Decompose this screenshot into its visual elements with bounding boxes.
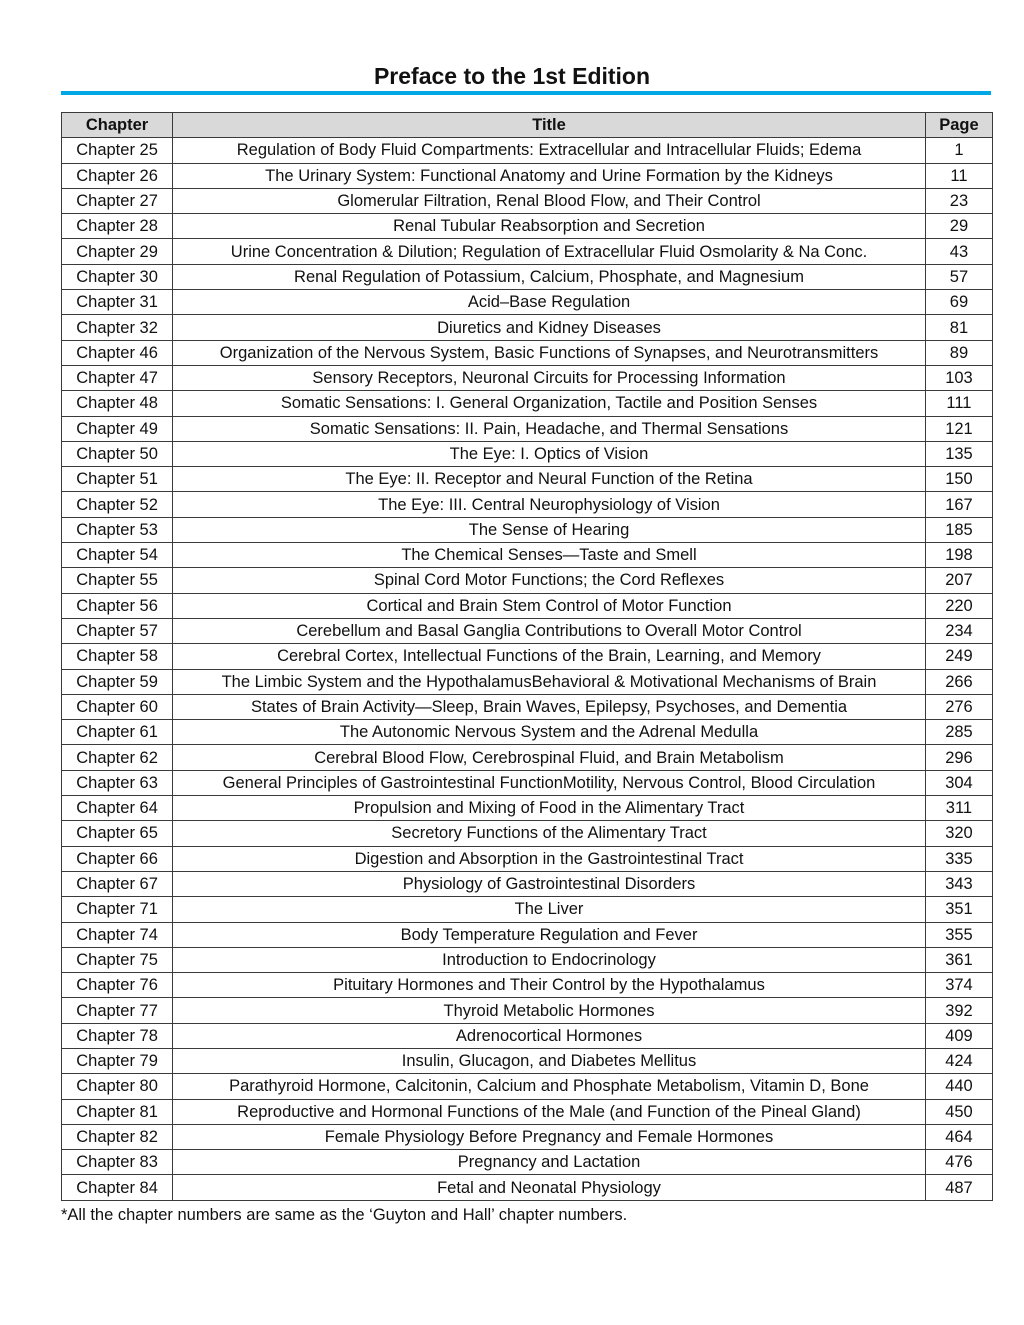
- table-row: [62, 1124, 993, 1149]
- chapter-cell: Chapter 81: [62, 1099, 173, 1124]
- header-page: Page: [925, 113, 992, 138]
- table-row: [62, 416, 993, 441]
- title-cell: The Eye: II. Receptor and Neural Function of the Retina: [173, 467, 926, 492]
- chapter-cell: Chapter 46: [62, 340, 173, 365]
- chapter-cell: Chapter 60: [62, 694, 173, 719]
- title-cell: Body Temperature Regulation and Fever: [173, 922, 926, 947]
- page-title: Preface to the 1st Edition: [373, 63, 651, 89]
- page-cell: 185: [925, 517, 992, 542]
- page-cell: 304: [925, 770, 992, 795]
- chapter-cell: Chapter 52: [62, 492, 173, 517]
- table-row: [62, 492, 993, 517]
- page-cell: 69: [925, 290, 992, 315]
- table-row: [62, 770, 993, 795]
- title-cell: Adrenocortical Hormones: [173, 1023, 926, 1048]
- table-row: [62, 618, 993, 643]
- page-cell: 424: [925, 1048, 992, 1073]
- title-underline-rule: [61, 91, 991, 95]
- page-cell: 111: [925, 391, 992, 416]
- table-row: [62, 365, 993, 390]
- page-cell: 464: [925, 1124, 992, 1149]
- page-cell: 335: [925, 846, 992, 871]
- table-row: [62, 821, 993, 846]
- title-cell: Acid–Base Regulation: [173, 290, 926, 315]
- chapter-cell: Chapter 76: [62, 973, 173, 998]
- page-cell: 320: [925, 821, 992, 846]
- title-cell: The Limbic System and the HypothalamusBehavioral & Motivational Mechanisms of Brain: [173, 669, 926, 694]
- table-row: [62, 239, 993, 264]
- page-cell: 487: [925, 1175, 992, 1200]
- page-cell: 374: [925, 973, 992, 998]
- page-cell: 234: [925, 618, 992, 643]
- table-row: [62, 998, 993, 1023]
- title-cell: Regulation of Body Fluid Compartments: Extracellular and Intracellular Fluids; Edema: [173, 138, 926, 163]
- page-cell: 351: [925, 897, 992, 922]
- table-body: [62, 138, 993, 1200]
- page-cell: 43: [925, 239, 992, 264]
- table-row: [62, 1175, 993, 1200]
- table-row: [62, 922, 993, 947]
- title-cell: Secretory Functions of the Alimentary Tract: [173, 821, 926, 846]
- title-cell: Urine Concentration & Dilution; Regulation of Extracellular Fluid Osmolarity & Na Conc.: [173, 239, 926, 264]
- chapter-cell: Chapter 50: [62, 441, 173, 466]
- title-cell: Cerebellum and Basal Ganglia Contributions to Overall Motor Control: [173, 618, 926, 643]
- page-cell: 476: [925, 1150, 992, 1175]
- title-cell: The Urinary System: Functional Anatomy and Urine Formation by the Kidneys: [173, 163, 926, 188]
- table-row: [62, 720, 993, 745]
- page-cell: 450: [925, 1099, 992, 1124]
- table-row: [62, 163, 993, 188]
- page-cell: 311: [925, 796, 992, 821]
- table-row: [62, 1150, 993, 1175]
- chapter-cell: Chapter 27: [62, 188, 173, 213]
- page-cell: 409: [925, 1023, 992, 1048]
- chapter-cell: Chapter 55: [62, 568, 173, 593]
- title-cell: Digestion and Absorption in the Gastrointestinal Tract: [173, 846, 926, 871]
- title-cell: Physiology of Gastrointestinal Disorders: [173, 871, 926, 896]
- page-cell: 89: [925, 340, 992, 365]
- chapter-cell: Chapter 25: [62, 138, 173, 163]
- chapter-cell: Chapter 29: [62, 239, 173, 264]
- page-cell: 392: [925, 998, 992, 1023]
- chapter-cell: Chapter 28: [62, 214, 173, 239]
- page-cell: 29: [925, 214, 992, 239]
- title-cell: Somatic Sensations: II. Pain, Headache, and Thermal Sensations: [173, 416, 926, 441]
- page-cell: 266: [925, 669, 992, 694]
- chapter-cell: Chapter 67: [62, 871, 173, 896]
- page-cell: 11: [925, 163, 992, 188]
- title-cell: Cerebral Cortex, Intellectual Functions of the Brain, Learning, and Memory: [173, 644, 926, 669]
- chapter-cell: Chapter 75: [62, 947, 173, 972]
- table-row: [62, 315, 993, 340]
- chapter-cell: Chapter 71: [62, 897, 173, 922]
- chapter-cell: Chapter 79: [62, 1048, 173, 1073]
- chapter-cell: Chapter 65: [62, 821, 173, 846]
- table-row: [62, 947, 993, 972]
- title-cell: The Chemical Senses—Taste and Smell: [173, 543, 926, 568]
- title-cell: Sensory Receptors, Neuronal Circuits for Processing Information: [173, 365, 926, 390]
- chapter-table: [61, 112, 993, 1201]
- title-cell: Thyroid Metabolic Hormones: [173, 998, 926, 1023]
- table-row: [62, 1023, 993, 1048]
- title-cell: Parathyroid Hormone, Calcitonin, Calcium and Phosphate Metabolism, Vitamin D, Bone: [173, 1074, 926, 1099]
- title-cell: Somatic Sensations: I. General Organization, Tactile and Position Senses: [173, 391, 926, 416]
- page-cell: 296: [925, 745, 992, 770]
- page-cell: 103: [925, 365, 992, 390]
- table-row: [62, 467, 993, 492]
- table-row: [62, 593, 993, 618]
- page-cell: 220: [925, 593, 992, 618]
- table-row: [62, 340, 993, 365]
- title-cell: Renal Tubular Reabsorption and Secretion: [173, 214, 926, 239]
- page-cell: 23: [925, 188, 992, 213]
- title-cell: General Principles of Gastrointestinal FunctionMotility, Nervous Control, Blood Circulation: [173, 770, 926, 795]
- chapter-cell: Chapter 32: [62, 315, 173, 340]
- title-cell: The Autonomic Nervous System and the Adrenal Medulla: [173, 720, 926, 745]
- title-cell: Reproductive and Hormonal Functions of the Male (and Function of the Pineal Gland): [173, 1099, 926, 1124]
- table-row: [62, 391, 993, 416]
- title-cell: The Liver: [173, 897, 926, 922]
- table-header-row: [62, 113, 993, 138]
- chapter-cell: Chapter 47: [62, 365, 173, 390]
- table-row: [62, 669, 993, 694]
- title-cell: States of Brain Activity—Sleep, Brain Waves, Epilepsy, Psychoses, and Dementia: [173, 694, 926, 719]
- title-cell: Cortical and Brain Stem Control of Motor Function: [173, 593, 926, 618]
- title-cell: Diuretics and Kidney Diseases: [173, 315, 926, 340]
- title-cell: The Eye: III. Central Neurophysiology of Vision: [173, 492, 926, 517]
- title-cell: Organization of the Nervous System, Basic Functions of Synapses, and Neurotransmitters: [173, 340, 926, 365]
- page-cell: 135: [925, 441, 992, 466]
- chapter-cell: Chapter 30: [62, 264, 173, 289]
- page-cell: 198: [925, 543, 992, 568]
- table-row: [62, 694, 993, 719]
- chapter-cell: Chapter 26: [62, 163, 173, 188]
- chapter-cell: Chapter 57: [62, 618, 173, 643]
- table-row: [62, 290, 993, 315]
- title-cell: Glomerular Filtration, Renal Blood Flow, and Their Control: [173, 188, 926, 213]
- header-chapter: Chapter: [62, 113, 173, 138]
- table-row: [62, 846, 993, 871]
- table-header: [62, 113, 993, 138]
- chapter-cell: Chapter 49: [62, 416, 173, 441]
- title-cell: Pregnancy and Lactation: [173, 1150, 926, 1175]
- chapter-cell: Chapter 54: [62, 543, 173, 568]
- table-row: [62, 897, 993, 922]
- table-row: [62, 973, 993, 998]
- page-cell: 121: [925, 416, 992, 441]
- chapter-cell: Chapter 78: [62, 1023, 173, 1048]
- title-cell: Female Physiology Before Pregnancy and Female Hormones: [173, 1124, 926, 1149]
- chapter-cell: Chapter 80: [62, 1074, 173, 1099]
- chapter-cell: Chapter 64: [62, 796, 173, 821]
- page-cell: 207: [925, 568, 992, 593]
- table-row: [62, 745, 993, 770]
- table-row: [62, 214, 993, 239]
- page-cell: 276: [925, 694, 992, 719]
- chapter-cell: Chapter 56: [62, 593, 173, 618]
- table-row: [62, 1099, 993, 1124]
- table-row: [62, 644, 993, 669]
- chapter-cell: Chapter 77: [62, 998, 173, 1023]
- page-cell: 440: [925, 1074, 992, 1099]
- header-title: Title: [173, 113, 926, 138]
- title-cell: Insulin, Glucagon, and Diabetes Mellitus: [173, 1048, 926, 1073]
- chapter-cell: Chapter 63: [62, 770, 173, 795]
- table-row: [62, 517, 993, 542]
- table-row: [62, 796, 993, 821]
- title-cell: The Eye: I. Optics of Vision: [173, 441, 926, 466]
- page-cell: 285: [925, 720, 992, 745]
- table-row: [62, 871, 993, 896]
- title-cell: Renal Regulation of Potassium, Calcium, Phosphate, and Magnesium: [173, 264, 926, 289]
- page-cell: 355: [925, 922, 992, 947]
- title-cell: Spinal Cord Motor Functions; the Cord Reflexes: [173, 568, 926, 593]
- chapter-cell: Chapter 82: [62, 1124, 173, 1149]
- page-cell: 57: [925, 264, 992, 289]
- title-cell: Fetal and Neonatal Physiology: [173, 1175, 926, 1200]
- chapter-cell: Chapter 83: [62, 1150, 173, 1175]
- chapter-cell: Chapter 66: [62, 846, 173, 871]
- chapter-cell: Chapter 62: [62, 745, 173, 770]
- page-cell: 167: [925, 492, 992, 517]
- table-row: [62, 138, 993, 163]
- page-cell: 81: [925, 315, 992, 340]
- title-cell: Propulsion and Mixing of Food in the Alimentary Tract: [173, 796, 926, 821]
- title-cell: The Sense of Hearing: [173, 517, 926, 542]
- page-cell: 361: [925, 947, 992, 972]
- table-row: [62, 568, 993, 593]
- table-row: [62, 188, 993, 213]
- page-cell: 150: [925, 467, 992, 492]
- page-cell: 343: [925, 871, 992, 896]
- table-row: [62, 543, 993, 568]
- chapter-cell: Chapter 61: [62, 720, 173, 745]
- chapter-cell: Chapter 84: [62, 1175, 173, 1200]
- chapter-cell: Chapter 51: [62, 467, 173, 492]
- footnote: *All the chapter numbers are same as the ‘Guyton and Hall’ chapter numbers.: [61, 1206, 628, 1224]
- chapter-cell: Chapter 48: [62, 391, 173, 416]
- table-row: [62, 1074, 993, 1099]
- chapter-cell: Chapter 53: [62, 517, 173, 542]
- table-row: [62, 441, 993, 466]
- chapter-cell: Chapter 31: [62, 290, 173, 315]
- title-cell: Introduction to Endocrinology: [173, 947, 926, 972]
- page-cell: 249: [925, 644, 992, 669]
- table-row: [62, 264, 993, 289]
- title-cell: Cerebral Blood Flow, Cerebrospinal Fluid, and Brain Metabolism: [173, 745, 926, 770]
- page-cell: 1: [925, 138, 992, 163]
- chapter-cell: Chapter 74: [62, 922, 173, 947]
- table-row: [62, 1048, 993, 1073]
- chapter-cell: Chapter 58: [62, 644, 173, 669]
- title-cell: Pituitary Hormones and Their Control by the Hypothalamus: [173, 973, 926, 998]
- chapter-cell: Chapter 59: [62, 669, 173, 694]
